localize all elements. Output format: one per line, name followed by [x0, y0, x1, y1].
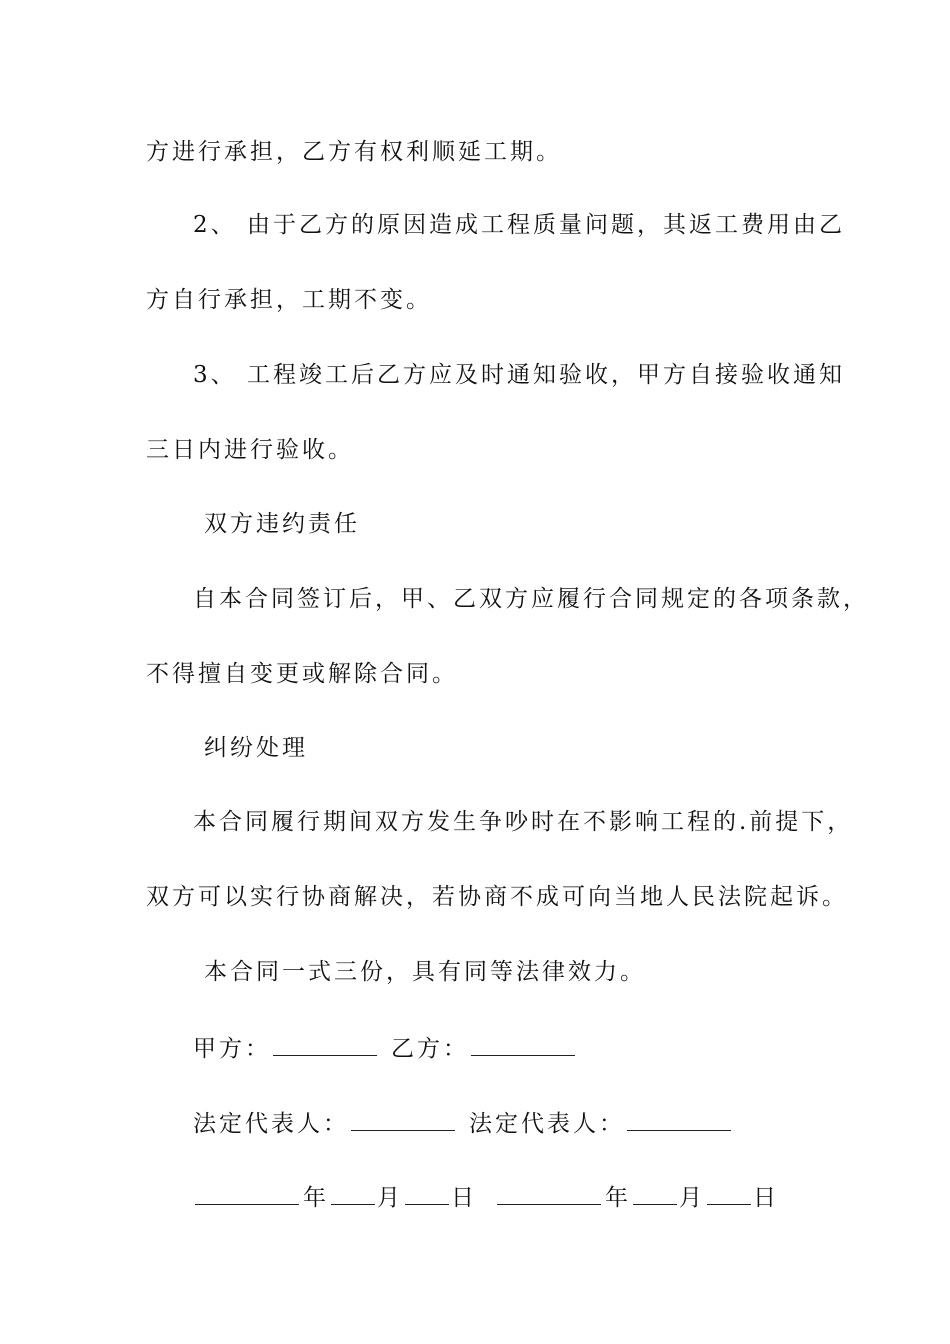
signature-representatives — [193, 1108, 735, 1139]
signature-dates — [193, 1182, 779, 1213]
paragraph-line: 方自行承担，工期不变。 — [146, 287, 432, 313]
paragraph-line: 方进行承担，乙方有权利顺延工期。 — [146, 139, 562, 165]
day-b-blank — [707, 1182, 751, 1205]
paragraph-line: 双方可以实行协商解决，若协商不成可向当地人民法院起诉。 — [146, 884, 848, 910]
paragraph-line: 不得擅自变更或解除合同。 — [146, 661, 458, 687]
day-a-blank — [405, 1182, 449, 1205]
party-a-label: 甲方： — [193, 1036, 271, 1062]
party-a-blank — [273, 1033, 377, 1056]
year-b-label: 年 — [605, 1185, 631, 1211]
month-b-label: 月 — [679, 1185, 705, 1211]
paragraph-line: 本合同履行期间双方发生争吵时在不影响工程的.前提下， — [193, 809, 854, 835]
month-b-blank — [633, 1182, 677, 1205]
year-b-blank — [497, 1182, 601, 1205]
rep-a-label: 法定代表人： — [193, 1111, 349, 1137]
year-a-label: 年 — [303, 1185, 329, 1211]
month-a-blank — [331, 1182, 375, 1205]
clause-3: 3、 工程竣工后乙方应及时通知验收，甲方自接验收通知 — [193, 362, 845, 388]
section-heading-dispute: 纠纷处理 — [204, 735, 308, 761]
party-b-blank — [471, 1033, 575, 1056]
rep-a-blank — [351, 1108, 455, 1131]
rep-b-blank — [627, 1108, 731, 1131]
year-a-blank — [195, 1182, 299, 1205]
paragraph-line: 三日内进行验收。 — [146, 437, 354, 463]
day-b-label: 日 — [753, 1185, 779, 1211]
rep-b-label: 法定代表人： — [469, 1111, 625, 1137]
day-a-label: 日 — [451, 1185, 477, 1211]
paragraph-line: 自本合同签订后，甲、乙双方应履行合同规定的各项条款， — [193, 586, 869, 612]
month-a-label: 月 — [377, 1185, 403, 1211]
section-heading-breach: 双方违约责任 — [204, 511, 360, 537]
signature-parties — [193, 1033, 579, 1064]
paragraph-line: 本合同一式三份，具有同等法律效力。 — [204, 959, 646, 985]
clause-2: 2、 由于乙方的原因造成工程质量问题，其返工费用由乙 — [193, 212, 845, 238]
party-b-label: 乙方： — [391, 1036, 469, 1062]
